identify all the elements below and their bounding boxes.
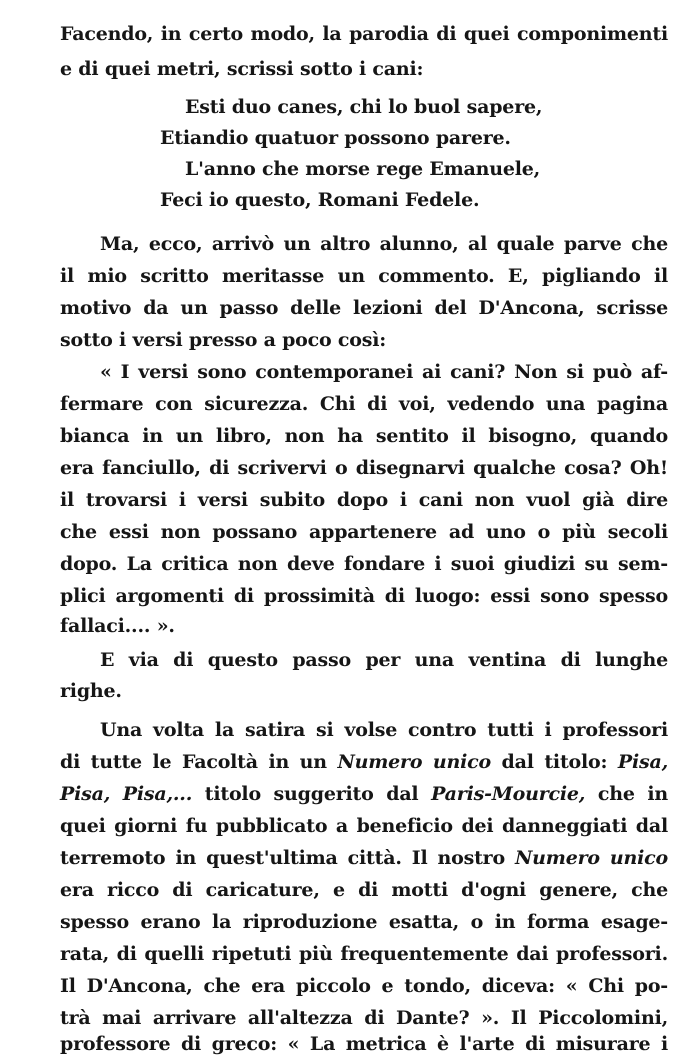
verse-line: Etiandio quatuor possono parere. (160, 127, 511, 149)
text-line: il trovarsi i versi subito dopo i cani non vuol già dire (60, 489, 668, 511)
text-line: il mio scritto meritasse un commento. E, pigliando il (60, 265, 668, 287)
text-line: E via di questo passo per una ventina di lunghe (100, 649, 668, 671)
text-line: Una volta la satira si volse contro tutti i professori (100, 719, 668, 741)
italic-title: Numero unico (515, 847, 668, 869)
italic-title: Pisa, Pisa,... (60, 783, 193, 805)
text-line: bianca in un libro, non ha sentito il bisogno, quando (60, 425, 668, 447)
text-line: Il D'Ancona, che era piccolo e tondo, diceva: « Chi po- (60, 975, 668, 997)
text-line (60, 748, 668, 776)
text-line: Facendo, in certo modo, la parodia di quei componimenti (60, 23, 668, 45)
text-line (60, 844, 668, 872)
verse-line: Feci io questo, Romani Fedele. (160, 189, 480, 211)
text-line: sotto i versi presso a poco così: (60, 329, 387, 351)
text-line: che essi non possano appartenere ad uno o più secoli (60, 521, 668, 543)
text-line: era ricco di caricature, e di motti d'ogni genere, che (60, 879, 668, 901)
text-line: plici argomenti di prossimità di luogo: essi sono spesso (60, 585, 668, 607)
text-line: quei giorni fu pubblicato a beneficio dei danneggiati dal (60, 815, 668, 837)
text-line: fermare con sicurezza. Chi di voi, vedendo una pagina (60, 393, 668, 415)
text-line: motivo da un passo delle lezioni del D'Ancona, scrisse (60, 297, 668, 319)
italic-title: Paris-Mourcie, (431, 783, 586, 805)
text-line: era fanciullo, di scrivervi o disegnarvi qualche cosa? Oh! (60, 457, 668, 479)
verse-line: L'anno che morse rege Emanuele, (185, 158, 541, 180)
text-line: dopo. La critica non deve fondare i suoi giudizi su sem- (60, 553, 668, 575)
text-line: trà mai arrivare all'altezza di Dante? ». Il Piccolomini, (60, 1007, 668, 1029)
text-span: dal titolo: (490, 751, 618, 773)
text-line: rata, di quelli ripetuti più frequentemente dai professori. (60, 943, 668, 965)
text-span: terremoto in quest'ultima città. Il nostro (60, 847, 516, 869)
text-line: « I versi sono contemporanei ai cani? Non si può af- (100, 361, 668, 383)
verse-line: Esti duo canes, chi lo buol sapere, (185, 96, 543, 118)
italic-title: Pisa, (617, 751, 669, 773)
italic-title: Numero unico (337, 751, 491, 773)
text-line: professore di greco: « La metrica è l'arte di misurare i (60, 1033, 668, 1055)
text-line: e di quei metri, scrissi sotto i cani: (60, 58, 424, 80)
text-line: Ma, ecco, arrivò un altro alunno, al quale parve che (100, 233, 668, 255)
text-span: che in (585, 783, 668, 805)
text-span: di tutte le Facoltà in un (60, 751, 338, 773)
text-line: spesso erano la riproduzione esatta, o in forma esage- (60, 911, 668, 933)
text-line (60, 780, 668, 808)
text-span: titolo suggerito dal (192, 783, 432, 805)
text-line: fallaci.... ». (60, 615, 175, 637)
text-line: righe. (60, 680, 122, 702)
